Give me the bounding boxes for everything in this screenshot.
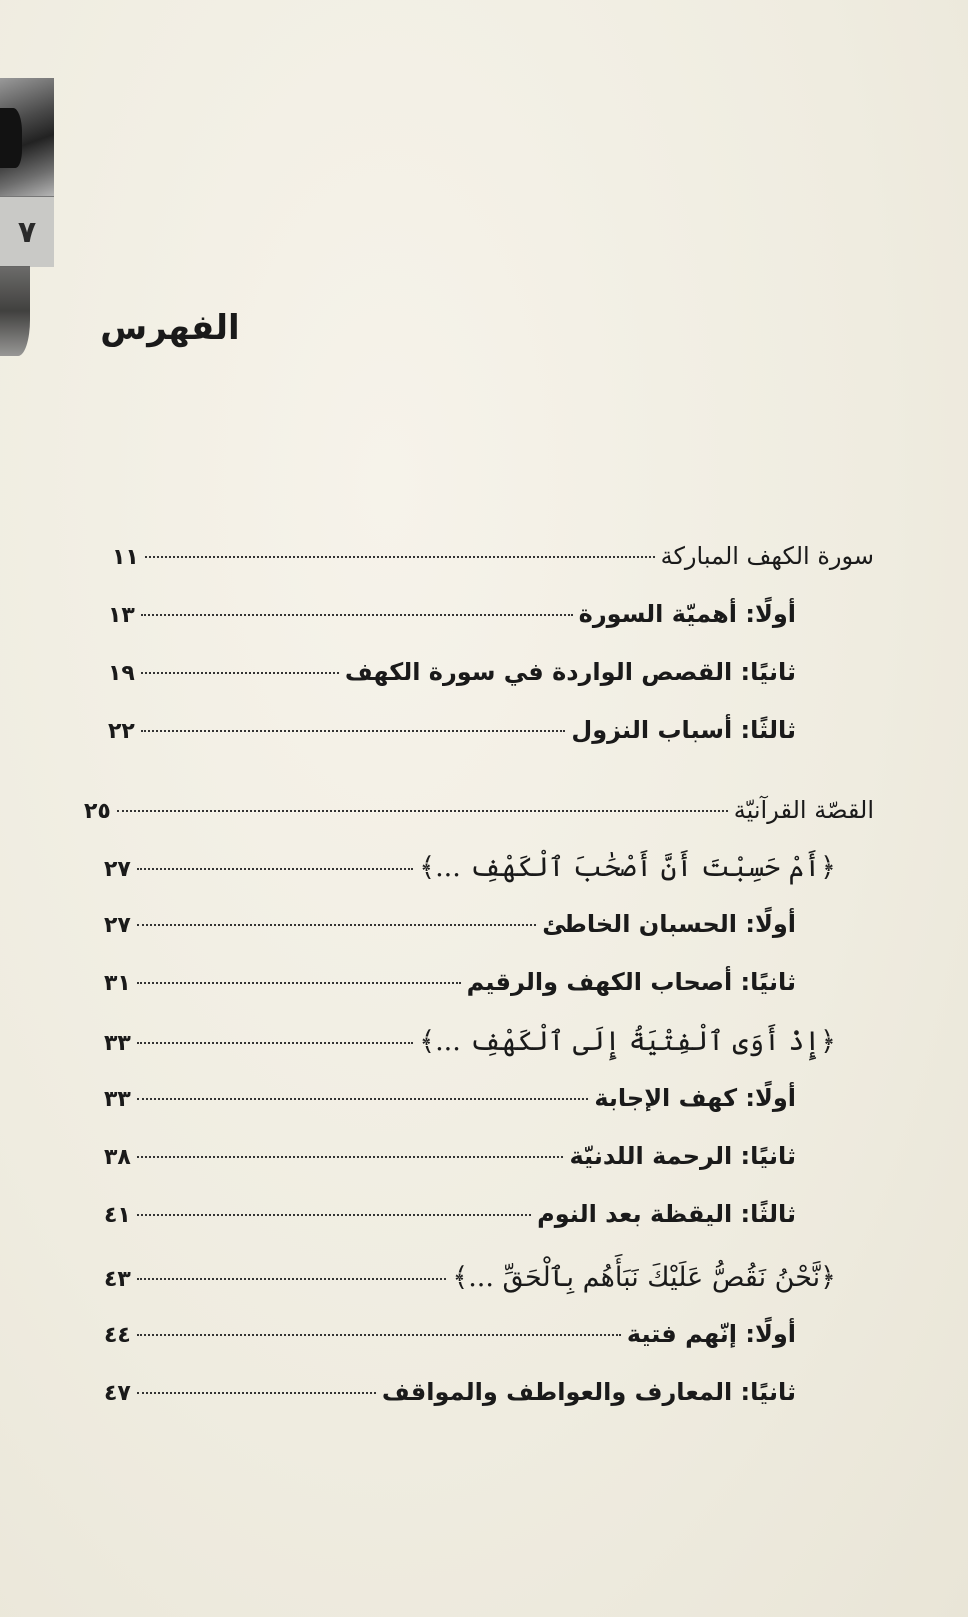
- toc-verse-row[interactable]: [104, 852, 836, 892]
- toc-page-number: ٤٤: [104, 1323, 131, 1348]
- toc-leader-dots: [137, 1042, 413, 1044]
- toc-leader-dots: [117, 810, 728, 812]
- toc-leader-dots: [137, 982, 461, 984]
- toc-entry-label: ثانيًا: أصحاب الكهف والرقيم: [466, 968, 796, 996]
- toc-verse-label: ﴿نَّحْنُ نَقُصُّ عَلَيْكَ نَبَأَهُم بِٱلْحَقِّ ...﴾: [452, 1262, 836, 1293]
- toc-leader-dots: [141, 614, 573, 616]
- toc-entry-row[interactable]: [104, 910, 796, 950]
- toc-entry-row[interactable]: [104, 1200, 796, 1240]
- toc-entry-row[interactable]: [104, 1378, 796, 1418]
- toc-leader-dots: [137, 1156, 564, 1158]
- toc-verse-row[interactable]: [104, 1026, 836, 1066]
- toc-entry-label: ثانيًا: القصص الواردة في سورة الكهف: [344, 658, 796, 686]
- toc-leader-dots: [137, 1334, 621, 1336]
- toc-leader-dots: [137, 1098, 588, 1100]
- toc-entry-label: ثالثًا: اليقظة بعد النوم: [537, 1200, 796, 1228]
- toc-entry-label: أولًا: الحسبان الخاطئ: [542, 910, 796, 938]
- toc-leader-dots: [137, 1278, 447, 1280]
- toc-page-number: ١٣: [108, 603, 135, 628]
- toc-entry-label: ثانيًا: المعارف والعواطف والمواقف: [381, 1378, 796, 1406]
- toc-entry-label: ثالثًا: أسباب النزول: [571, 716, 796, 744]
- toc-entry-label: أولًا: أهميّة السورة: [578, 600, 796, 628]
- toc-leader-dots: [137, 1392, 376, 1394]
- toc-page-number: ٣٣: [104, 1087, 131, 1112]
- toc-entry-row[interactable]: [104, 1142, 796, 1182]
- toc-page-number: ٢٥: [84, 799, 111, 824]
- toc-page-number: ٣٣: [104, 1031, 131, 1056]
- toc-entry-row[interactable]: [104, 1084, 796, 1124]
- page-number: ٧: [0, 196, 54, 267]
- toc-section-row[interactable]: [84, 796, 874, 836]
- toc-section-label: القصّة القرآنيّة: [733, 796, 874, 824]
- toc-page-number: ٢٢: [108, 719, 135, 744]
- toc-section-label: سورة الكهف المباركة: [660, 542, 874, 570]
- toc-leader-dots: [137, 868, 413, 870]
- toc-page-number: ٣٨: [104, 1145, 131, 1170]
- toc-entry-label: أولًا: كهف الإجابة: [594, 1084, 796, 1112]
- toc-page-number: ٣١: [104, 971, 131, 996]
- toc-entry-row[interactable]: [108, 658, 796, 698]
- toc-page-number: ٤١: [104, 1203, 131, 1228]
- toc-leader-dots: [141, 672, 339, 674]
- toc-entry-label: أولًا: إنّهم فتية: [626, 1320, 796, 1348]
- toc-leader-dots: [137, 924, 536, 926]
- toc-verse-label: ﴿أَمْ حَسِبْتَ أَنَّ أَصْحَٰبَ ٱلْكَهْفِ ...﴾: [419, 852, 836, 883]
- toc-page-number: ٢٧: [104, 857, 131, 882]
- toc-page-number: ٢٧: [104, 913, 131, 938]
- toc-leader-dots: [137, 1214, 531, 1216]
- toc-entry-row[interactable]: [108, 716, 796, 756]
- toc-entry-row[interactable]: [104, 1320, 796, 1360]
- toc-verse-label: ﴿إِذْ أَوَى ٱلْفِتْيَةُ إِلَى ٱلْكَهْفِ ...﴾: [419, 1026, 836, 1057]
- toc-entry-row[interactable]: [108, 600, 796, 640]
- page-title: الفهرس: [100, 308, 240, 348]
- toc-page-number: ٤٧: [104, 1381, 131, 1406]
- toc-entry-row[interactable]: [104, 968, 796, 1008]
- toc-page-number: ١٩: [108, 661, 135, 686]
- toc-section-row[interactable]: [112, 542, 874, 582]
- toc-verse-row[interactable]: [104, 1262, 836, 1302]
- toc-leader-dots: [145, 556, 655, 558]
- toc-page-number: ٤٣: [104, 1267, 131, 1292]
- toc-leader-dots: [141, 730, 566, 732]
- toc-entry-label: ثانيًا: الرحمة اللدنيّة: [569, 1142, 796, 1170]
- toc-page-number: ١١: [112, 545, 139, 570]
